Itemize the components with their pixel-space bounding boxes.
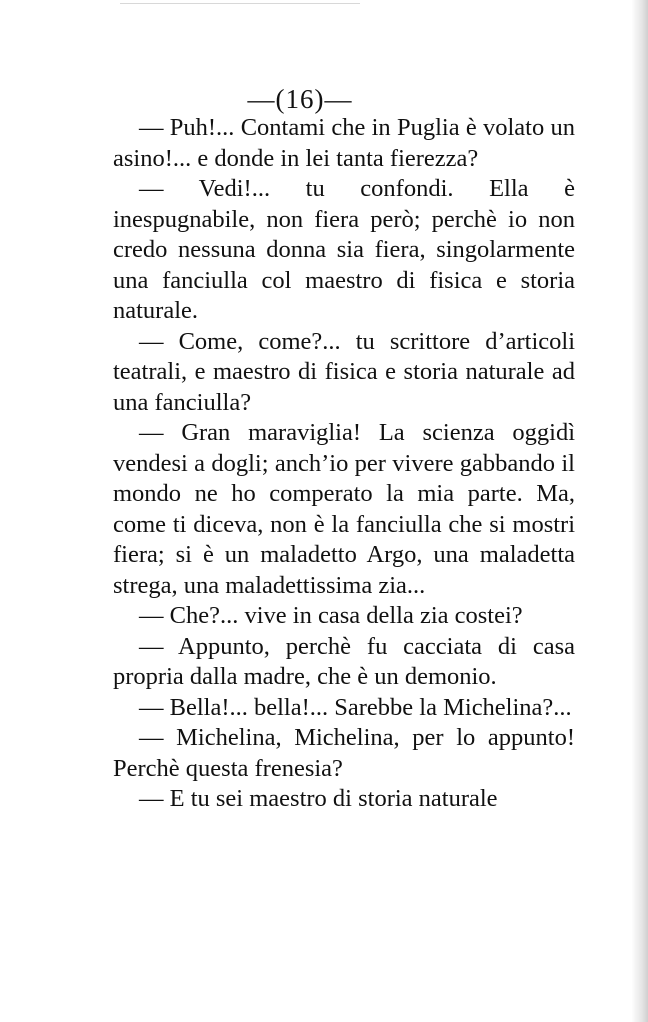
text-block (113, 113, 575, 815)
paragraph-4: — Gran maraviglia! La scienza oggidì vendesi a dogli; anch’io per vivere gabbando il mondo ne ho comperato la mia parte. Ma, come ti diceva, non è la fanciulla che si mostri fiera; si è un maladetto Argo, una maladetta strega, una maladettissima zia... (113, 419, 575, 599)
paragraph-7: — Bella!... bella!... Sarebbe la Michelina?... (139, 693, 572, 721)
paragraph-3: — Come, come?... tu scrittore d’articoli teatrali, e maestro di fisica e storia naturale ad una fanciulla? (113, 327, 575, 416)
paragraph-6: — Appunto, perchè fu cacciata di casa propria dalla madre, che è un demonio. (113, 632, 575, 690)
paragraph-1: — Puh!... Contami che in Puglia è volato un asino!... e donde in lei tanta fierezza? (113, 114, 575, 172)
page-edge (632, 0, 648, 1022)
page-number: —(16)— (247, 84, 353, 114)
paragraph-2: — Vedi!... tu confondi. Ella è inespugnabile, non fiera però; perchè io non credo nessuna donna sia fiera, singolarmente una fanciulla col maestro di fisica e storia naturale. (113, 175, 575, 324)
paragraph-5: — Che?... vive in casa della zia costei? (139, 602, 523, 629)
paragraph-8: — Michelina, Michelina, per lo appunto! Perchè questa frenesia? (113, 724, 575, 782)
top-rule (120, 3, 360, 4)
paragraph-9: — E tu sei maestro di storia naturale (139, 785, 498, 812)
